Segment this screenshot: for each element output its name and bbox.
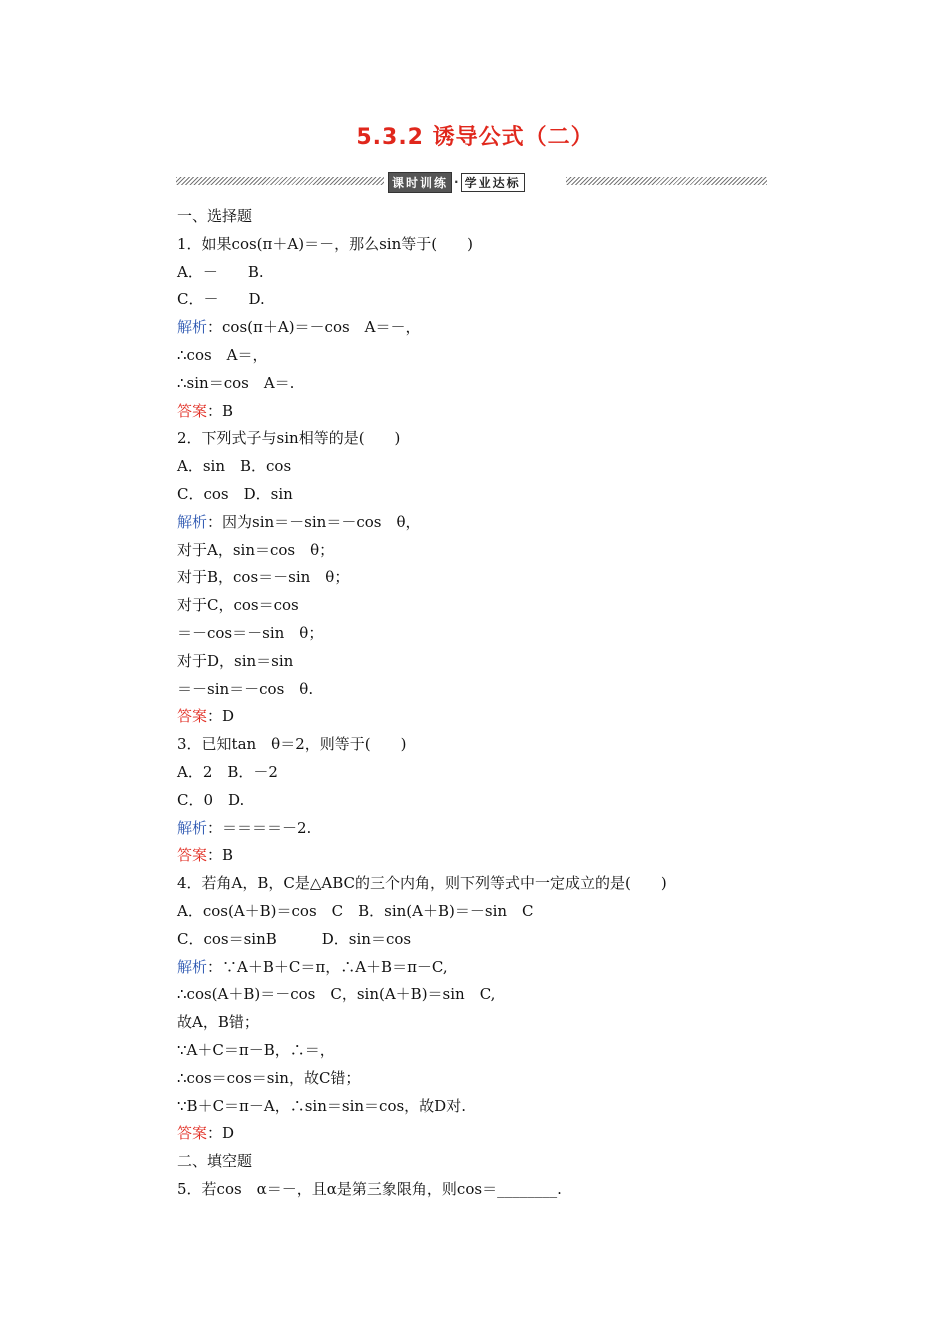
line-text: 对于D，sin＝sin — [177, 651, 294, 670]
text-line — [177, 537, 777, 565]
answer-line — [177, 1120, 777, 1148]
line-text: 故A，B错； — [177, 1013, 259, 1032]
line-text: C．cos＝sinB D．sin＝cos — [177, 929, 412, 948]
answer-label: 答案 — [177, 846, 208, 865]
text-line — [177, 787, 777, 815]
analysis-line — [177, 954, 777, 982]
text-line — [177, 203, 777, 231]
text-line — [177, 342, 777, 370]
line-text: C．cos D．sin — [177, 484, 293, 503]
text-line — [177, 1065, 777, 1093]
text-line — [177, 620, 777, 648]
line-text: 3．已知tan θ＝2，则等于( ) — [177, 735, 407, 754]
text-line — [177, 1148, 777, 1176]
line-text: ：B — [207, 401, 234, 420]
line-text: ：因为sin＝－sin＝－cos θ， — [207, 512, 421, 531]
banner-right-label: 学业达标 — [461, 173, 525, 192]
answer-label: 答案 — [177, 707, 208, 726]
line-text: C．0 D. — [177, 790, 245, 809]
banner-separator: · — [454, 175, 459, 189]
line-text: 2．下列式子与sin相等的是( ) — [177, 429, 401, 448]
line-text: ：＝＝＝＝－2. — [207, 818, 312, 837]
analysis-label: 解析 — [177, 818, 208, 837]
text-line — [177, 592, 777, 620]
page-title: 5.3.2 诱导公式（二） — [356, 125, 594, 150]
line-text: 对于C，cos＝cos — [177, 596, 299, 615]
line-text: 5．若cos α＝－，且α是第三象限角，则cos＝________. — [177, 1179, 562, 1198]
line-text: ：cos(π＋A)＝－cos A＝－， — [207, 318, 421, 337]
line-text: 对于B，cos＝－sin θ； — [177, 568, 350, 587]
text-line — [177, 259, 777, 287]
line-text: A．2 B．－2 — [177, 762, 278, 781]
line-text: ：D — [207, 707, 235, 726]
text-line — [177, 870, 777, 898]
line-text: ：D — [207, 1124, 235, 1143]
text-line — [177, 1093, 777, 1121]
line-text: ：∵A＋B＋C＝π，∴A＋B＝π－C, — [207, 957, 448, 976]
answer-line — [177, 842, 777, 870]
answer-line — [177, 703, 777, 731]
line-text: ∴cos A＝， — [177, 345, 268, 364]
text-line — [177, 731, 777, 759]
text-line — [177, 370, 777, 398]
text-line — [177, 898, 777, 926]
line-text: ：B — [207, 846, 234, 865]
text-line — [177, 564, 777, 592]
text-line — [177, 676, 777, 704]
text-line — [177, 231, 777, 259]
line-text: ＝－sin＝－cos θ. — [177, 679, 314, 698]
line-text: ∵B＋C＝π－A，∴sin＝sin＝cos，故D对. — [177, 1096, 466, 1115]
text-line — [177, 926, 777, 954]
text-line — [177, 759, 777, 787]
line-text: A．－ B. — [177, 262, 264, 281]
analysis-label: 解析 — [177, 957, 208, 976]
analysis-line — [177, 815, 777, 843]
text-line — [177, 1009, 777, 1037]
analysis-label: 解析 — [177, 318, 208, 337]
line-text: ∵A＋C＝π－B，∴＝， — [177, 1040, 335, 1059]
text-line — [177, 981, 777, 1009]
answer-label: 答案 — [177, 401, 208, 420]
text-line — [177, 286, 777, 314]
line-text: 1．如果cos(π＋A)＝－，那么sin等于( ) — [177, 234, 473, 253]
line-text: A．sin B．cos — [177, 457, 292, 476]
answer-label: 答案 — [177, 1124, 208, 1143]
analysis-label: 解析 — [177, 512, 208, 531]
banner-hatch-right — [566, 177, 767, 185]
analysis-line — [177, 314, 777, 342]
line-text: 一、选择题 — [177, 207, 253, 225]
text-line — [177, 1176, 777, 1204]
line-text: ＝－cos＝－sin θ； — [177, 623, 324, 642]
line-text: A．cos(A＋B)＝cos C B．sin(A＋B)＝－sin C — [177, 901, 534, 920]
answer-line — [177, 398, 777, 426]
text-line — [177, 481, 777, 509]
line-text: 对于A，sin＝cos θ； — [177, 540, 335, 559]
line-text: C．－ D. — [177, 290, 265, 309]
line-text: ∴cos(A＋B)＝－cos C，sin(A＋B)＝sin C, — [177, 985, 496, 1004]
line-text: ∴cos＝cos＝sin，故C错； — [177, 1068, 361, 1087]
line-text: 4．若角A，B，C是△ABC的三个内角，则下列等式中一定成立的是( ) — [177, 874, 667, 893]
text-line — [177, 425, 777, 453]
text-line — [177, 1037, 777, 1065]
text-line — [177, 453, 777, 481]
text-line — [177, 648, 777, 676]
banner-hatch-left — [176, 177, 384, 185]
analysis-line — [177, 509, 777, 537]
section-banner — [176, 172, 767, 192]
banner-left-label: 课时训练 — [388, 172, 452, 193]
line-text: ∴sin＝cos A＝. — [177, 373, 295, 392]
exercise-content — [177, 203, 777, 1204]
line-text: 二、填空题 — [177, 1152, 253, 1171]
banner-tag — [388, 172, 525, 192]
